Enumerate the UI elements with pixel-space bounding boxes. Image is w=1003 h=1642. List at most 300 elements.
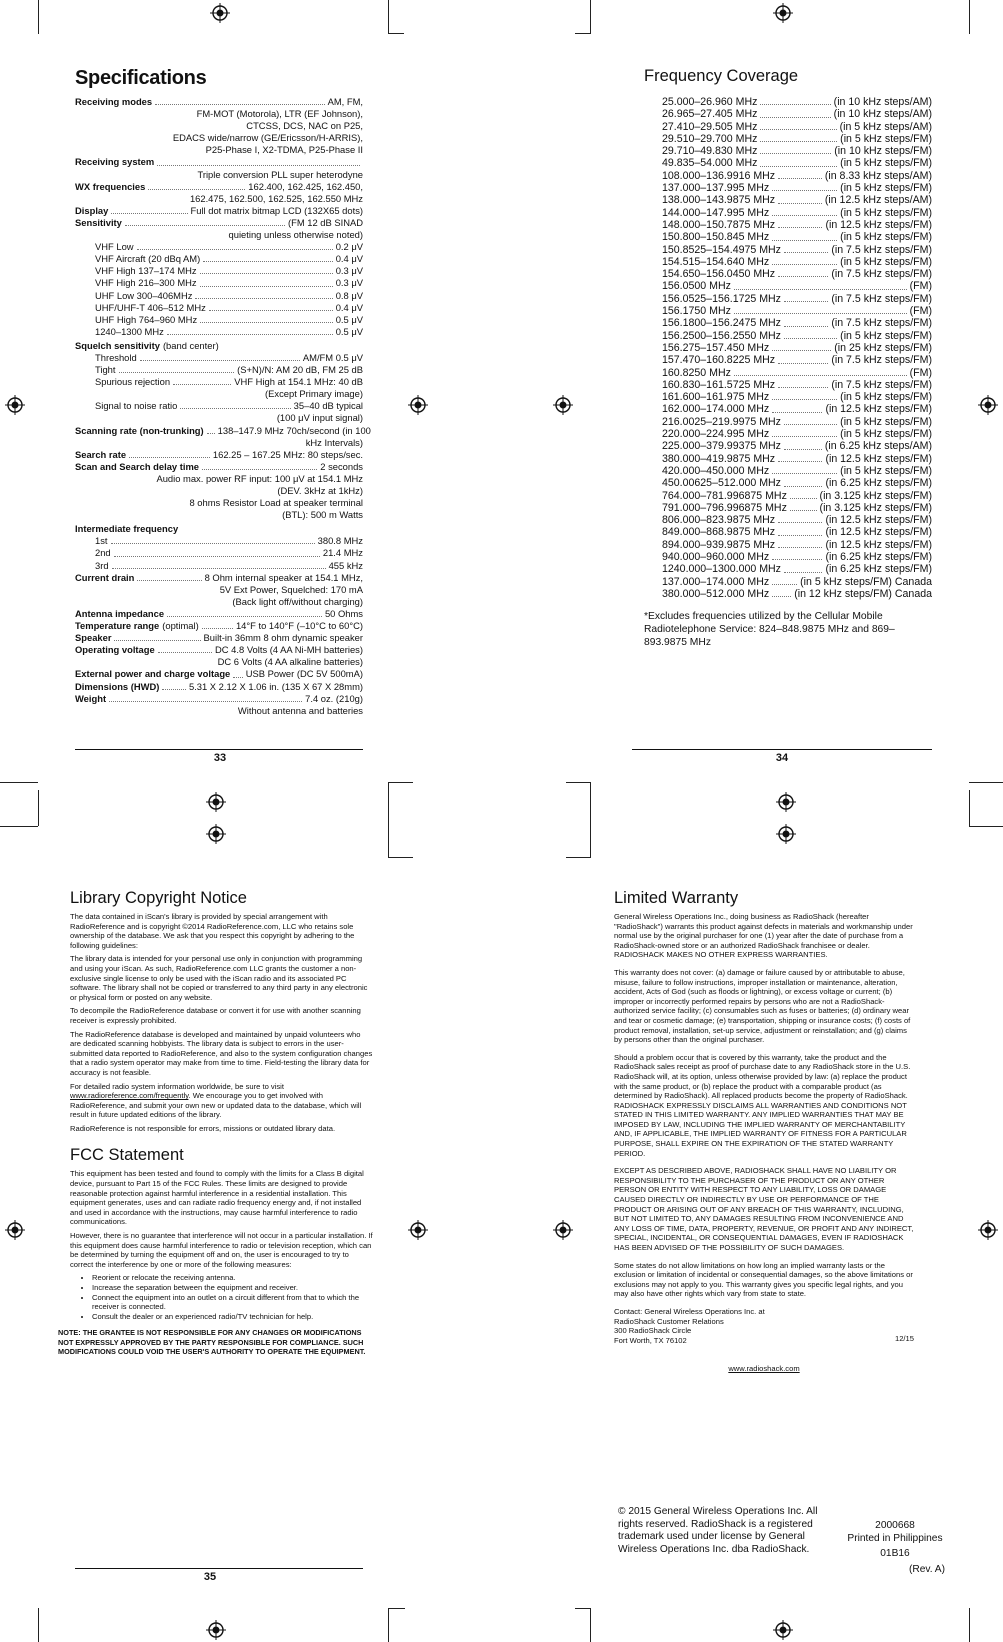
revision: (Rev. A) xyxy=(908,1563,945,1575)
spec-subrow xyxy=(75,302,363,314)
dot-leader xyxy=(233,677,243,678)
spec-label-extra: (optimal) xyxy=(162,620,199,632)
frequency-step: (in 6.25 kHz steps/FM) xyxy=(825,550,932,563)
frequency-step: (in 5 kHz steps/FM) xyxy=(840,231,932,244)
dot-leader xyxy=(111,213,187,214)
spec-subrow xyxy=(75,352,363,364)
frequency-step: (in 5 kHz steps/FM) Canada xyxy=(800,575,932,588)
dot-leader xyxy=(778,276,828,277)
dot-leader xyxy=(790,498,817,499)
frequency-step: (in 5 kHz steps/FM) xyxy=(840,391,932,404)
frequency-step: (in 12.5 kHz steps/FM) xyxy=(825,538,932,551)
spec-row xyxy=(75,620,363,632)
frequency-step: (in 25 kHz steps/FM) xyxy=(834,341,932,354)
frequency-row xyxy=(662,108,932,120)
spec-continuation: EDACS wide/narrow (GE/Ericsson/H-ARRIS), xyxy=(172,132,363,144)
spec-sublabel: VHF Aircraft (20 dBq AM) xyxy=(95,253,201,265)
spec-continuation: Audio max. power RF input: 100 μV at 154.1 MHz xyxy=(156,472,363,484)
frequency-range: 156.1750 MHz xyxy=(662,305,731,318)
spec-value: DC 4.8 Volts (4 AA Ni-MH batteries) xyxy=(215,644,363,656)
spec-continuation: Triple conversion PLL super heterodyne xyxy=(197,168,363,180)
frequency-range: 156.2500–156.2550 MHz xyxy=(662,329,781,342)
contact-line: RadioShack Customer Relations xyxy=(614,1316,724,1326)
dot-leader xyxy=(772,215,837,216)
spec-sublabel: VHF Low xyxy=(95,241,134,253)
dot-leader xyxy=(772,436,837,437)
frequency-row xyxy=(662,96,932,108)
library-fcc-page xyxy=(70,888,373,1325)
frequency-coverage-page xyxy=(644,66,932,649)
dot-leader xyxy=(180,408,290,409)
dot-leader xyxy=(760,104,830,105)
frequency-list xyxy=(644,96,932,600)
frequency-range: 156.275–157.450 MHz xyxy=(662,341,770,354)
frequency-row xyxy=(662,490,932,502)
frequency-step: (in 5 kHz steps/FM) xyxy=(840,255,932,268)
dot-leader xyxy=(784,424,837,425)
frequency-step: (FM) xyxy=(909,305,932,318)
dot-leader xyxy=(112,568,326,569)
frequency-step: (in 6.25 kHz steps/AM) xyxy=(824,440,932,453)
spec-value: 0.8 μV xyxy=(335,289,363,301)
frequency-range: 49.835–54.000 MHz xyxy=(662,157,758,170)
registration-mark-icon xyxy=(5,395,25,415)
spec-value: 162.25 – 167.25 MHz: 80 steps/sec. xyxy=(212,448,363,460)
frequency-range: 380.000–419.9875 MHz xyxy=(662,452,776,465)
dot-leader xyxy=(784,449,822,450)
frequency-row xyxy=(662,121,932,133)
spec-sublabel: Tight xyxy=(95,364,116,376)
spec-value: 455 kHz xyxy=(328,559,363,571)
spec-sublabel: 2nd xyxy=(95,547,111,559)
dot-leader xyxy=(760,141,837,142)
spec-subrow xyxy=(75,326,363,338)
registration-mark-icon xyxy=(408,1220,428,1240)
frequency-range: 156.0500 MHz xyxy=(662,280,731,293)
spec-sublabel: UHF Low 300–406MHz xyxy=(95,289,193,301)
frequency-range: 156.0525–156.1725 MHz xyxy=(662,292,781,305)
frequency-row xyxy=(662,403,932,415)
spec-label: Squelch sensitivity xyxy=(75,339,160,351)
spec-continuation: 8 ohms Resistor Load at speaker terminal xyxy=(189,497,363,509)
spec-row xyxy=(75,96,363,108)
copyright-notice: © 2015 General Wireless Operations Inc. All rights reserved. RadioShack is a registered trademark used under license by General Wireless Operations Inc. dba RadioShack. xyxy=(618,1506,818,1555)
spec-label: WX frequencies xyxy=(75,180,146,192)
registration-mark-icon xyxy=(773,3,793,23)
dot-leader xyxy=(772,190,837,191)
frequency-step: (in 6.25 kHz steps/FM) xyxy=(825,563,932,576)
spec-value: 0.4 μV xyxy=(335,253,363,265)
spec-continuation: quieting unless otherwise noted) xyxy=(228,229,363,241)
page-number: 34 xyxy=(775,752,789,764)
frequency-step: (in 12.5 kHz steps/FM) xyxy=(825,403,932,416)
radioshack-link[interactable]: www.radioshack.com xyxy=(728,1364,800,1374)
dot-leader xyxy=(200,273,333,274)
dot-leader xyxy=(772,584,797,585)
warranty-contact-block xyxy=(614,1307,914,1345)
spec-value: VHF High at 154.1 MHz: 40 dB xyxy=(234,376,363,388)
spec-continuation: (100 μV input signal) xyxy=(276,412,363,424)
frequency-step: (in 7.5 kHz steps/FM) xyxy=(831,243,932,256)
frequency-range: 160.830–161.5725 MHz xyxy=(662,378,776,391)
spec-label: Display xyxy=(75,204,109,216)
frequency-row xyxy=(662,477,932,489)
frequency-row xyxy=(662,416,932,428)
frequency-row xyxy=(662,256,932,268)
spec-row xyxy=(75,668,363,680)
dot-leader xyxy=(784,572,822,573)
spec-value: 7.4 oz. (210g) xyxy=(305,692,363,704)
frequency-row xyxy=(662,428,932,440)
spec-subrow xyxy=(75,314,363,326)
frequency-range: 144.000–147.995 MHz xyxy=(662,206,770,219)
spec-value: 0.3 μV xyxy=(335,265,363,277)
dot-leader xyxy=(784,486,822,487)
page-rule xyxy=(632,749,932,750)
spec-label: Receiving system xyxy=(75,156,155,168)
dot-leader xyxy=(137,249,333,250)
document-code: 2000668 xyxy=(875,1520,915,1531)
frequency-range: 29.510–29.700 MHz xyxy=(662,132,758,145)
specifications-page xyxy=(75,66,371,717)
library-paragraph xyxy=(70,1082,373,1120)
list-item: • Connect the equipment into an outlet on a circuit different from that to which the receiver is connected. xyxy=(92,1293,373,1312)
registration-mark-icon xyxy=(5,1220,25,1240)
frequency-row xyxy=(662,133,932,145)
dot-leader xyxy=(734,289,907,290)
frequency-step: (in 12.5 kHz steps/FM) xyxy=(825,452,932,465)
spec-continuation: DC 6 Volts (4 AA alkaline batteries) xyxy=(217,656,363,668)
frequency-range: 157.470–160.8225 MHz xyxy=(662,354,776,367)
page-rule xyxy=(75,1568,363,1569)
frequency-row xyxy=(662,330,932,342)
registration-mark-icon xyxy=(553,1220,573,1240)
dot-leader xyxy=(114,556,320,557)
dot-leader xyxy=(778,363,828,364)
registration-mark-icon xyxy=(210,3,230,23)
spec-value: 138–147.9 MHz 70ch/second (in 100 xyxy=(217,424,371,436)
frequency-row xyxy=(662,379,932,391)
warranty-paragraph: General Wireless Operations Inc., doing business as RadioShack (hereafter "RadioShack") warrants this product against defects in materials and workmanship under normal use by the original purchaser for one (1) year after the date of purchase from a RadioShack-owned store or an authorized RadioShack franchisee or dealer. RADIOSHACK MAKES NO OTHER EXPRESS WARRANTIES. xyxy=(614,912,913,960)
list-item: • Reorient or relocate the receiving antenna. xyxy=(92,1273,373,1283)
spec-row xyxy=(75,156,363,168)
spec-row xyxy=(75,461,363,473)
registration-mark-icon xyxy=(206,824,226,844)
spec-subrow xyxy=(75,290,363,302)
frequency-range: 137.000–174.000 MHz xyxy=(662,575,770,588)
dot-leader xyxy=(760,129,836,130)
frequency-row xyxy=(662,367,932,379)
warranty-paragraph: This warranty does not cover: (a) damage or failure caused by or attributable to abuse, misuse, failure to follow instructions, improper installation or maintenance, alteration, accident, Acts of God (such as floods or lightning), or excess voltage or current; (b) improper or incorrectly performed repairs by persons who are not a RadioShack-authorized service facility; (c) consumables such as fuses or batteries; (d) ordinary wear and tear or cosmetic damage; (e) transportation, shipping or insurance costs; (f) costs of product removal, installation, set-up service, adjustment or reinstallation; and (g) claims by persons other than the original purchaser. xyxy=(614,967,911,1045)
spec-label: Sensitivity xyxy=(75,216,122,228)
dot-leader xyxy=(784,252,828,253)
frequency-row xyxy=(662,244,932,256)
spec-value: 14°F to 140°F (–10°C to 60°C) xyxy=(235,620,363,632)
frequency-range: 216.0025–219.9975 MHz xyxy=(662,415,781,428)
frequency-range: 940.000–960.000 MHz xyxy=(662,550,770,563)
frequency-step: (in 5 kHz steps/FM) xyxy=(840,157,932,170)
frequency-range: 108.000–136.9916 MHz xyxy=(662,169,776,182)
spec-continuation: (BTL): 500 m Watts xyxy=(282,509,363,521)
fcc-measures-list xyxy=(70,1273,373,1321)
dot-leader xyxy=(202,628,233,629)
dot-leader xyxy=(111,543,315,544)
dot-leader xyxy=(778,227,822,228)
frequency-row xyxy=(662,563,932,575)
spec-label: Weight xyxy=(75,692,107,704)
frequency-range: 26.965–27.405 MHz xyxy=(662,108,758,121)
frequency-range: 162.000–174.000 MHz xyxy=(662,403,770,416)
spec-row xyxy=(75,572,363,584)
library-visit-text: For detailed radio system information worldwide, be sure to visit xyxy=(70,1081,284,1091)
frequency-step: (in 7.5 kHz steps/FM) xyxy=(831,317,932,330)
spec-sublabel: UHF/UHF-T 406–512 MHz xyxy=(95,301,206,313)
dot-leader xyxy=(158,652,212,653)
warranty-paragraph: Should a problem occur that is covered by this warranty, take the product and the RadioShack sales receipt as proof of purchase date to any RadioShack store in the U.S. RadioShack will, at its option, unless otherwise provided by law: (a) replace the product with the same product, or (b) replace the product with a comparable product (as determined by RadioShack). All replaced products become the property of RadioShack. RADIOSHACK EXPRESSLY DISCLAIMS ALL WARRANTIES AND CONDITIONS NOT STATED IN THIS LIMITED WARRANTY. ANY IMPLIED WARRANTIES THAT MAY BE IMPOSED BY LAW, INCLUDING THE IMPLIED WARRANTY OF MERCHANTABILITY AND, IF APPLICABLE, THE IMPLIED WARRANTY OF FITNESS FOR A PARTICULAR PURPOSE, SHALL EXPIRE ON THE EXPIRATION OF THE STATED WARRANTY PERIOD. xyxy=(614,1052,911,1158)
frequency-row xyxy=(662,453,932,465)
dot-leader xyxy=(790,510,817,511)
dot-leader xyxy=(200,286,333,287)
dot-leader xyxy=(778,547,822,548)
frequency-range: 160.8250 MHz xyxy=(662,366,731,379)
spec-group-heading xyxy=(75,340,363,352)
fcc-paragraph: This equipment has been tested and found to comply with the limits for a Class B digital device, pursuant to Part 15 of the FCC Rules. These limits are designed to provide reasonable protection against harmful interference in a residential installation. This equipment generates, uses and can radiate radio frequency energy and, if not installed and used in accordance with the instructions, may cause harmful interference to radio communications. xyxy=(70,1169,364,1227)
dot-leader xyxy=(772,412,822,413)
warranty-date: 12/15 xyxy=(894,1334,914,1344)
spec-label: Operating voltage xyxy=(75,644,155,656)
frequency-step: (in 5 kHz steps/FM) xyxy=(840,464,932,477)
spec-group-heading xyxy=(75,523,363,535)
spec-subrow xyxy=(75,535,363,547)
spec-label: External power and charge voltage xyxy=(75,668,231,680)
spec-label: Scanning rate (non-trunking) xyxy=(75,424,204,436)
spec-value: AM/FM 0.5 μV xyxy=(302,351,363,363)
printed-location: Printed in Philippines xyxy=(847,1532,943,1544)
frequency-step: (in 7.5 kHz steps/FM) xyxy=(831,268,932,281)
spec-sublabel: VHF High 137–174 MHz xyxy=(95,265,197,277)
dot-leader xyxy=(200,322,333,323)
spec-continuation: P25-Phase I, X2-TDMA, P25-Phase II xyxy=(205,144,363,156)
spec-label: Antenna impedance xyxy=(75,607,165,619)
dot-leader xyxy=(784,338,837,339)
spec-label: Dimensions (HWD) xyxy=(75,680,160,692)
frequency-row xyxy=(662,588,932,600)
frequency-row xyxy=(662,342,932,354)
frequency-row xyxy=(662,207,932,219)
library-submit-text: RadioReference, and submit your own new or updated data to the database, which will result in future updated editions of the library. xyxy=(70,1100,362,1120)
dot-leader xyxy=(734,375,907,376)
dot-leader xyxy=(760,166,837,167)
dot-leader xyxy=(760,153,831,154)
spec-value: 2 seconds xyxy=(320,460,363,472)
spec-label: Scan and Search delay time xyxy=(75,460,200,472)
frequency-step: (in 7.5 kHz steps/FM) xyxy=(831,378,932,391)
dot-leader xyxy=(207,433,215,434)
dot-leader xyxy=(778,522,822,523)
dot-leader xyxy=(129,457,210,458)
frequency-step: (in 5 kHz steps/AM) xyxy=(839,120,932,133)
frequency-step: (in 10 kHz steps/FM) xyxy=(834,145,932,158)
contact-line: 300 RadioShack Circle xyxy=(614,1326,692,1336)
spec-value: 35–40 dB typical xyxy=(293,400,363,412)
spec-row xyxy=(75,608,363,620)
dot-leader xyxy=(162,689,186,690)
library-paragraph: The RadioReference database is developed and maintained by unpaid volunteers who are dedicated scanning hobbyists. The library data is subject to errors in the user-submitted data reported to RadioReference, and also to the system configuration changes that a radio system operator may make from time to time. Field-testing the library data for accuracy is not feasible. xyxy=(70,1029,373,1077)
frequency-range: 420.000–450.000 MHz xyxy=(662,464,770,477)
list-item: • Increase the separation between the equipment and receiver. xyxy=(92,1283,373,1293)
spec-continuation: (DEV. 3kHz at 1kHz) xyxy=(277,485,363,496)
fcc-note: NOTE: THE GRANTEE IS NOT RESPONSIBLE FOR ANY CHANGES OR MODIFICATIONS NOT EXPRESSLY APPROVED BY THE PARTY RESPONSIBLE FOR COMPLIANCE. SUCH MODIFICATIONS COULD VOID THE USER'S AUTHORITY TO OPERATE THE EQUIPMENT. xyxy=(58,1328,366,1357)
frequency-step: (in 5 kHz steps/FM) xyxy=(840,329,932,342)
frequency-range: 25.000–26.960 MHz xyxy=(662,96,758,108)
spec-row xyxy=(75,644,363,656)
dot-leader xyxy=(202,469,317,470)
page-rule xyxy=(75,749,363,750)
dot-leader xyxy=(784,301,828,302)
dot-leader xyxy=(772,350,831,351)
dot-leader xyxy=(148,189,245,190)
frequency-row xyxy=(662,391,932,403)
dot-leader xyxy=(772,264,837,265)
dot-leader xyxy=(173,384,231,385)
frequency-range: 137.000–137.995 MHz xyxy=(662,182,770,195)
registration-mark-icon xyxy=(776,792,796,812)
frequency-step: (in 5 kHz steps/FM) xyxy=(840,415,932,428)
spec-subrow xyxy=(75,277,363,289)
frequency-range: 380.000–512.000 MHz xyxy=(662,587,770,600)
spec-row xyxy=(75,424,371,437)
spec-value: 8 Ohm internal speaker at 154.1 MHz, xyxy=(204,571,363,583)
spec-continuation: 162.475, 162.500, 162.525, 162.550 MHz xyxy=(189,192,363,204)
frequency-step: (in 12.5 kHz steps/FM) xyxy=(825,218,932,231)
spec-label: Search rate xyxy=(75,448,127,460)
frequency-range: 225.000–379.99375 MHz xyxy=(662,440,781,453)
frequency-range: 764.000–781.996875 MHz xyxy=(662,489,787,502)
dot-leader xyxy=(778,535,822,536)
radioreference-link[interactable]: www.radioreference.com/frequently xyxy=(70,1091,189,1101)
dot-leader xyxy=(195,298,332,299)
frequency-step: (in 12.5 kHz steps/FM) xyxy=(825,514,932,527)
dot-leader xyxy=(734,313,907,314)
dot-leader xyxy=(772,399,837,400)
warranty-title: Limited Warranty xyxy=(614,889,739,907)
library-paragraph: The data contained in iScan's library is provided by special arrangement with RadioReference and is copyright ©2014 RadioReference.com, LLC who retains sole ownership of the database. We ask that you respect this copyright by adhering to the following guidelines: xyxy=(70,912,355,950)
frequency-range: 27.410–29.505 MHz xyxy=(662,120,758,133)
dot-leader xyxy=(203,261,332,262)
dot-leader xyxy=(772,240,837,241)
spec-sublabel: 1st xyxy=(95,535,108,547)
spec-subrow xyxy=(75,265,363,277)
frequency-row xyxy=(662,502,932,514)
frequency-row xyxy=(662,354,932,366)
warranty-paragraph: Some states do not allow limitations on how long an implied warranty lasts or the exclusion or limitation of incidental or consequential damages, so the above limitations or exclusions may not apply to you. This warranty gives you specific legal rights, and you may also have other rights which vary from state to state. xyxy=(614,1260,913,1299)
spec-subrow xyxy=(75,253,363,265)
dot-leader xyxy=(157,165,360,166)
spec-sublabel: Threshold xyxy=(95,351,137,363)
dot-leader xyxy=(167,616,322,617)
frequency-step: (in 10 kHz steps/AM) xyxy=(833,96,932,108)
frequency-step: (in 6.25 kHz steps/FM) xyxy=(825,477,932,490)
registration-mark-icon xyxy=(978,1220,998,1240)
spec-value: 0.2 μV xyxy=(335,241,363,253)
frequency-row xyxy=(662,551,932,563)
page-title: Specifications xyxy=(75,67,207,89)
spec-value: AM, FM, xyxy=(327,96,363,107)
spec-subrow xyxy=(75,400,363,412)
contact-line: Contact: General Wireless Operations Inc. at xyxy=(614,1306,765,1316)
frequency-range: 154.515–154.640 MHz xyxy=(662,255,770,268)
frequency-range: 894.000–939.9875 MHz xyxy=(662,538,776,551)
spec-label: Speaker xyxy=(75,632,112,644)
library-paragraph: The library data is intended for your personal use only in conjunction with programming and using your iScan. As such, RadioReference.com LLC grants the customer a non-exclusive single license to only be used with the iScan radio and its associated PC software. The library shall not be copied or transferred to any third party in any electronic or physical form or posted on any website. xyxy=(70,954,368,1002)
spec-sublabel: 3rd xyxy=(95,559,109,571)
registration-mark-icon xyxy=(553,395,573,415)
frequency-step: (in 12.5 kHz steps/AM) xyxy=(824,194,932,207)
dot-leader xyxy=(125,225,285,226)
spec-value: 162.400, 162.425, 162.450, xyxy=(248,180,363,192)
frequency-step: (in 5 kHz steps/FM) xyxy=(840,132,932,145)
frequency-step: (in 12 kHz steps/FM) Canada xyxy=(794,587,932,600)
dot-leader xyxy=(109,701,302,702)
spec-value: 50 Ohms xyxy=(324,607,363,619)
page-number: 35 xyxy=(203,1571,217,1583)
registration-mark-icon xyxy=(408,395,428,415)
library-paragraph: RadioReference is not responsible for errors, missions or outdated library data. xyxy=(70,1123,336,1133)
spec-row xyxy=(75,449,363,461)
frequency-row xyxy=(662,280,932,292)
spec-row xyxy=(75,217,363,229)
fcc-paragraph: However, there is no guarantee that interference will not occur in a particular installation. If this equipment does cause harmful interference to radio or television reception, which can be determined by turning the equipment off and on, the user is encouraged to try to correct the interference by one or more of the following measures: xyxy=(70,1231,373,1269)
registration-mark-icon xyxy=(776,824,796,844)
frequency-range: 148.000–150.7875 MHz xyxy=(662,218,776,231)
dot-leader xyxy=(167,334,333,335)
frequency-row xyxy=(662,145,932,157)
frequency-row xyxy=(662,526,932,538)
spec-value: 0.5 μV xyxy=(335,325,363,337)
spec-value: 21.4 MHz xyxy=(322,547,363,559)
frequency-range: 806.000–823.9875 MHz xyxy=(662,514,776,527)
frequency-step: (in 5 kHz steps/FM) xyxy=(840,182,932,195)
dot-leader xyxy=(155,104,324,105)
frequency-row xyxy=(662,317,932,329)
dot-leader xyxy=(778,387,828,388)
frequency-step: (in 3.125 kHz steps/FM) xyxy=(819,501,932,514)
spec-value: (FM 12 dB SINAD xyxy=(287,216,363,228)
frequency-row xyxy=(662,157,932,169)
frequency-step: (in 5 kHz steps/FM) xyxy=(840,428,932,441)
spec-continuation: CTCSS, DCS, NAC on P25, xyxy=(246,120,363,132)
frequency-footnote: *Excludes frequencies utilized by the Cellular Mobile Radiotelephone Service: 824–848.9875 MHz and 869–893.9875 MHz xyxy=(644,611,895,649)
spec-row xyxy=(75,205,363,217)
spec-value: 0.5 μV xyxy=(335,313,363,325)
batch-code: 01B16 xyxy=(880,1548,910,1559)
dot-leader xyxy=(772,559,822,560)
spec-subrow xyxy=(75,364,363,376)
spec-continuation: (Back light off/without charging) xyxy=(232,595,363,607)
dot-leader xyxy=(772,473,837,474)
warranty-contact xyxy=(614,1307,765,1345)
frequency-range: 29.710–49.830 MHz xyxy=(662,145,758,158)
frequency-range: 450.00625–512.000 MHz xyxy=(662,477,781,490)
spec-value: (S+N)/N: AM 20 dB, FM 25 dB xyxy=(237,364,363,376)
frequency-range: 150.8525–154.4975 MHz xyxy=(662,243,781,256)
spec-value: 380.8 MHz xyxy=(317,535,363,547)
frequency-range: 849.000–868.9875 MHz xyxy=(662,526,776,539)
dot-leader xyxy=(140,360,300,361)
dot-leader xyxy=(114,640,200,641)
spec-continuation: kHz Intervals) xyxy=(305,436,363,448)
spec-value: 0.4 μV xyxy=(335,301,363,313)
